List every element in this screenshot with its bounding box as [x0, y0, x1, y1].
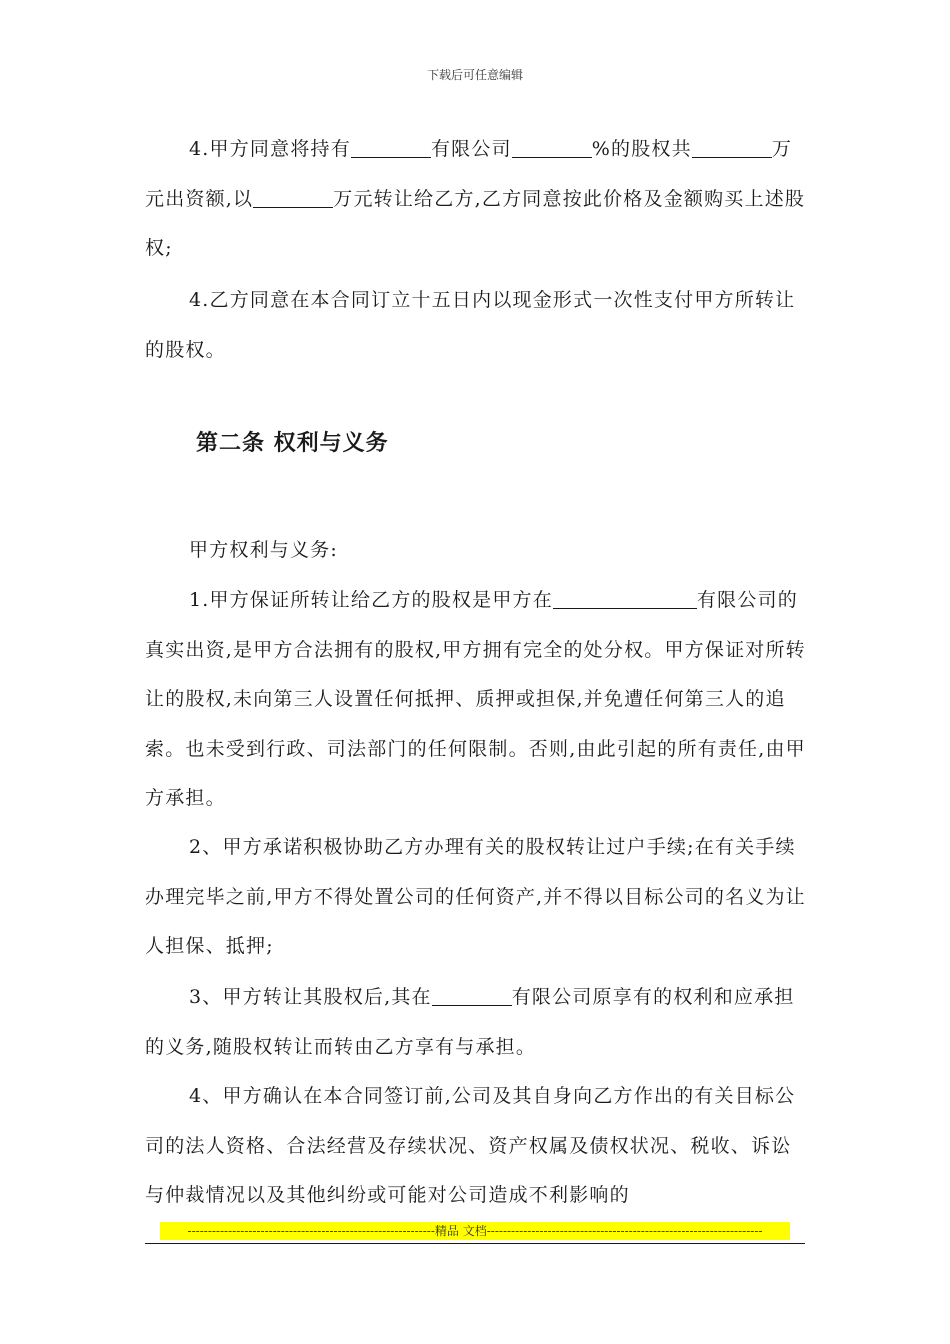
paragraph-equity-transfer — [145, 125, 810, 274]
text-segment: 3、甲方转让其股权后,其在 — [189, 986, 432, 1008]
paragraph-item-4: 4、甲方确认在本合同签订前,公司及其自身向乙方作出的有关目标公司的法人资格、合法经营及存续状况、资产权属及债权状况、税收、诉讼与仲裁情况以及其他纠纷或可能对公司造成不利影响的 — [145, 1085, 796, 1206]
text-segment: 有限公司原享有的权利和应承担的义务,随股权转让而转由乙方享有与承担。 — [145, 986, 795, 1058]
text-segment: 4.甲方同意将持有 — [189, 138, 351, 160]
paragraph-payment: 4.乙方同意在本合同订立十五日内以现金形式一次性支付甲方所转让的股权。 — [145, 289, 796, 361]
paragraph-item-2: 2、甲方承诺积极协助乙方办理有关的股权转让过户手续;在有关手续办理完毕之前,甲方不得处置公司的任何资产,并不得以目标公司的名义为让人担保、抵押; — [145, 836, 806, 957]
section-heading: 第二条 权利与义务 — [196, 430, 389, 456]
text-segment: 有限公司的真实出资,是甲方合法拥有的股权,甲方拥有完全的处分权。甲方保证对所转让的股权,未向第三人设置任何抵押、质押或担保,并免遭任何第三人的追索。也未受到行政、司法部门的任何限制。否则,由此引起的所有责任,由甲方承担。 — [145, 589, 806, 809]
footer-dashes-right: -------------------------------------------------------------------- — [486, 1224, 763, 1238]
text-segment: 1.甲方保证所转让给乙方的股权是甲方在 — [189, 589, 553, 611]
text-segment: %的股权共 — [591, 138, 692, 160]
text-segment: 有限公司 — [430, 138, 512, 160]
text-segment: 万元出资额,以 — [145, 138, 793, 210]
footer-label: 精品 文档 — [434, 1224, 487, 1238]
paragraph-item-1 — [145, 576, 810, 824]
footer-banner — [160, 1222, 790, 1240]
footer-dashes-left: ------------------------------------------------------------- — [187, 1224, 435, 1238]
footer-divider — [145, 1243, 805, 1244]
fill-blank — [553, 589, 697, 609]
fill-blank — [432, 986, 512, 1006]
paragraph-intro: 甲方权利与义务: — [189, 539, 339, 561]
header-note: 下载后可任意编辑 — [426, 68, 523, 82]
paragraph-item-3 — [145, 973, 810, 1072]
fill-blank — [253, 188, 333, 208]
text-segment: 万元转让给乙方,乙方同意按此价格及金额购买上述股权; — [145, 187, 806, 259]
fill-blank — [512, 138, 592, 158]
fill-blank — [351, 138, 431, 158]
fill-blank — [692, 138, 772, 158]
